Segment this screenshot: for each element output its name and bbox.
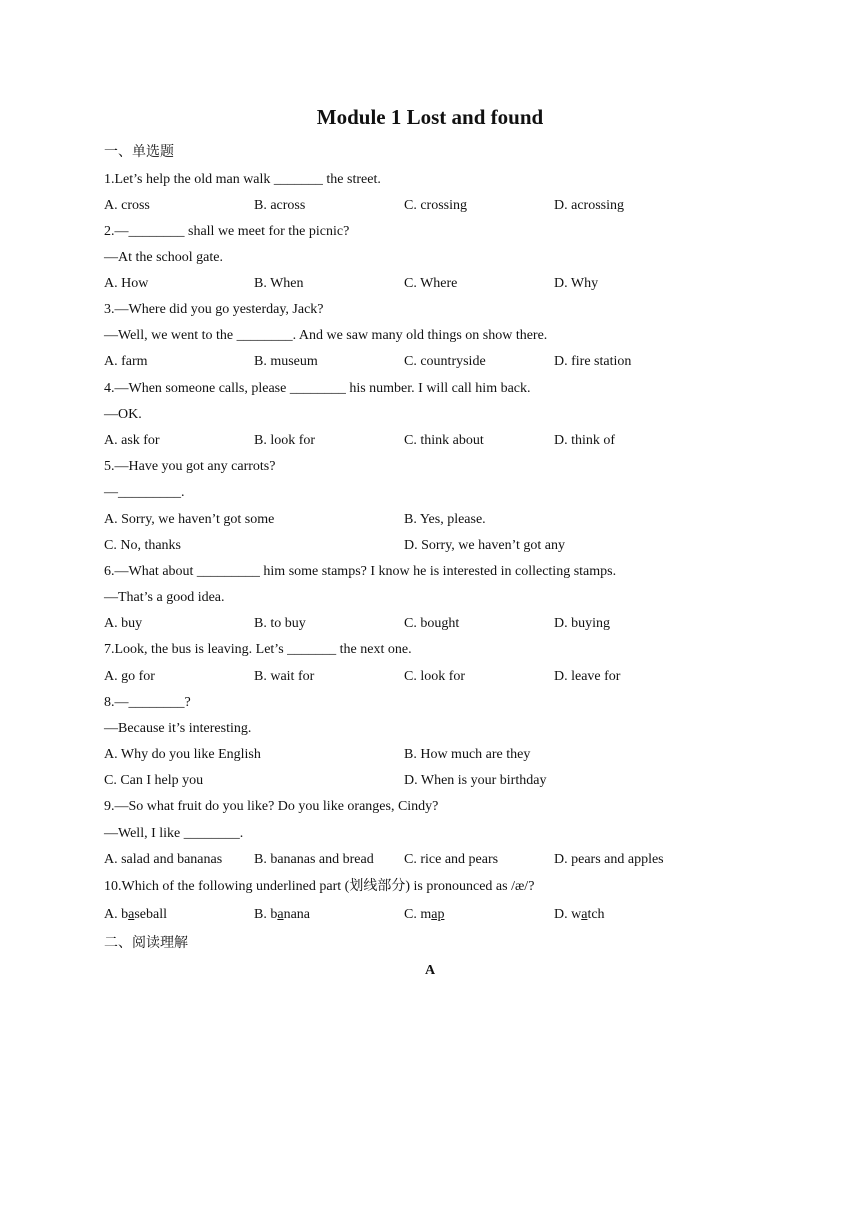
question-10-stem: 10.Which of the following underlined part (划线部分) is pronounced as /æ/?: [104, 879, 535, 894]
question-8-options-row-2: [104, 771, 744, 791]
question-3-stem: 3.—Where did you go yesterday, Jack?: [104, 302, 324, 317]
option-d: D. fire station: [554, 354, 632, 369]
option-c: C. No, thanks: [104, 538, 181, 553]
option-d: D. buying: [554, 616, 610, 631]
question-7-options: [104, 667, 744, 687]
question-6-options: [104, 614, 744, 634]
question-5-options-row-1: [104, 510, 744, 530]
underlined-letters: ap: [431, 907, 445, 922]
question-2-reply: —At the school gate.: [104, 250, 223, 265]
option-c: C. look for: [404, 669, 466, 684]
page-title: Module 1 Lost and found: [316, 105, 544, 129]
option-d: D. pears and apples: [554, 852, 664, 867]
option-a: A. Why do you like English: [104, 747, 261, 762]
question-3-reply: —Well, we went to the ________. And we saw many old things on show there.: [104, 328, 548, 343]
question-4-stem: 4.—When someone calls, please ________ his number. I will call him back.: [104, 381, 531, 396]
option-d: D. leave for: [554, 669, 621, 684]
option-b: B. museum: [254, 354, 318, 369]
question-5-reply: —_________.: [104, 485, 185, 500]
question-8-stem: 8.—________?: [104, 695, 191, 710]
option-c: C. map: [404, 907, 445, 922]
option-d: D. Why: [554, 276, 599, 291]
option-a: A. buy: [104, 616, 143, 631]
option-b: B. When: [254, 276, 304, 291]
question-6-stem: 6.—What about _________ him some stamps? I know he is interested in collecting stamps.: [104, 564, 617, 579]
option-d: D. When is your birthday: [404, 773, 547, 788]
underlined-letters: a: [128, 907, 135, 922]
question-9-stem: 9.—So what fruit do you like? Do you like oranges, Cindy?: [104, 799, 439, 814]
question-9-options: [104, 850, 744, 870]
underlined-letters: a: [277, 907, 284, 922]
option-b: B. How much are they: [404, 747, 531, 762]
option-a: A. go for: [104, 669, 155, 684]
option-a: A. Sorry, we haven’t got some: [104, 512, 275, 527]
question-8-reply: —Because it’s interesting.: [104, 721, 252, 736]
option-a: A. ask for: [104, 433, 160, 448]
question-6-reply: —That’s a good idea.: [104, 590, 225, 605]
question-4-options: [104, 431, 744, 451]
section-heading-reading: 二、阅读理解: [104, 935, 188, 951]
question-10-options: [104, 905, 744, 925]
option-b: B. wait for: [254, 669, 315, 684]
option-a: A. farm: [104, 354, 148, 369]
option-d: D. Sorry, we haven’t got any: [404, 538, 565, 553]
option-c: C. countryside: [404, 354, 486, 369]
question-2-options: [104, 274, 744, 294]
underlined-letters: a: [581, 907, 588, 922]
option-a: A. How: [104, 276, 149, 291]
question-4-reply: —OK.: [104, 407, 142, 422]
option-d: D. watch: [554, 907, 605, 922]
option-a: A. cross: [104, 198, 150, 213]
option-c: C. Where: [404, 276, 458, 291]
option-b: B. to buy: [254, 616, 306, 631]
question-7-stem: 7.Look, the bus is leaving. Let’s _______ the next one.: [104, 642, 412, 657]
question-2-stem: 2.—________ shall we meet for the picnic?: [104, 224, 350, 239]
option-d: D. think of: [554, 433, 616, 448]
option-c: C. bought: [404, 616, 460, 631]
question-5-stem: 5.—Have you got any carrots?: [104, 459, 276, 474]
question-3-options: [104, 352, 744, 372]
passage-label: A: [424, 963, 436, 978]
option-b: B. banana: [254, 907, 310, 922]
option-b: B. across: [254, 198, 306, 213]
section-heading-multiple-choice: 一、单选题: [104, 144, 174, 160]
option-c: C. Can I help you: [104, 773, 204, 788]
question-5-options-row-2: [104, 536, 744, 556]
option-a: A. baseball: [104, 907, 167, 922]
option-d: D. acrossing: [554, 198, 624, 213]
option-c: C. crossing: [404, 198, 467, 213]
question-9-reply: —Well, I like ________.: [104, 826, 244, 841]
question-1-stem: 1.Let’s help the old man walk _______ the street.: [104, 172, 381, 187]
option-b: B. Yes, please.: [404, 512, 486, 527]
option-a: A. salad and bananas: [104, 852, 223, 867]
option-b: B. bananas and bread: [254, 852, 374, 867]
question-8-options-row-1: [104, 745, 744, 765]
option-c: C. rice and pears: [404, 852, 499, 867]
option-c: C. think about: [404, 433, 484, 448]
option-b: B. look for: [254, 433, 316, 448]
question-1-options: [104, 196, 744, 216]
